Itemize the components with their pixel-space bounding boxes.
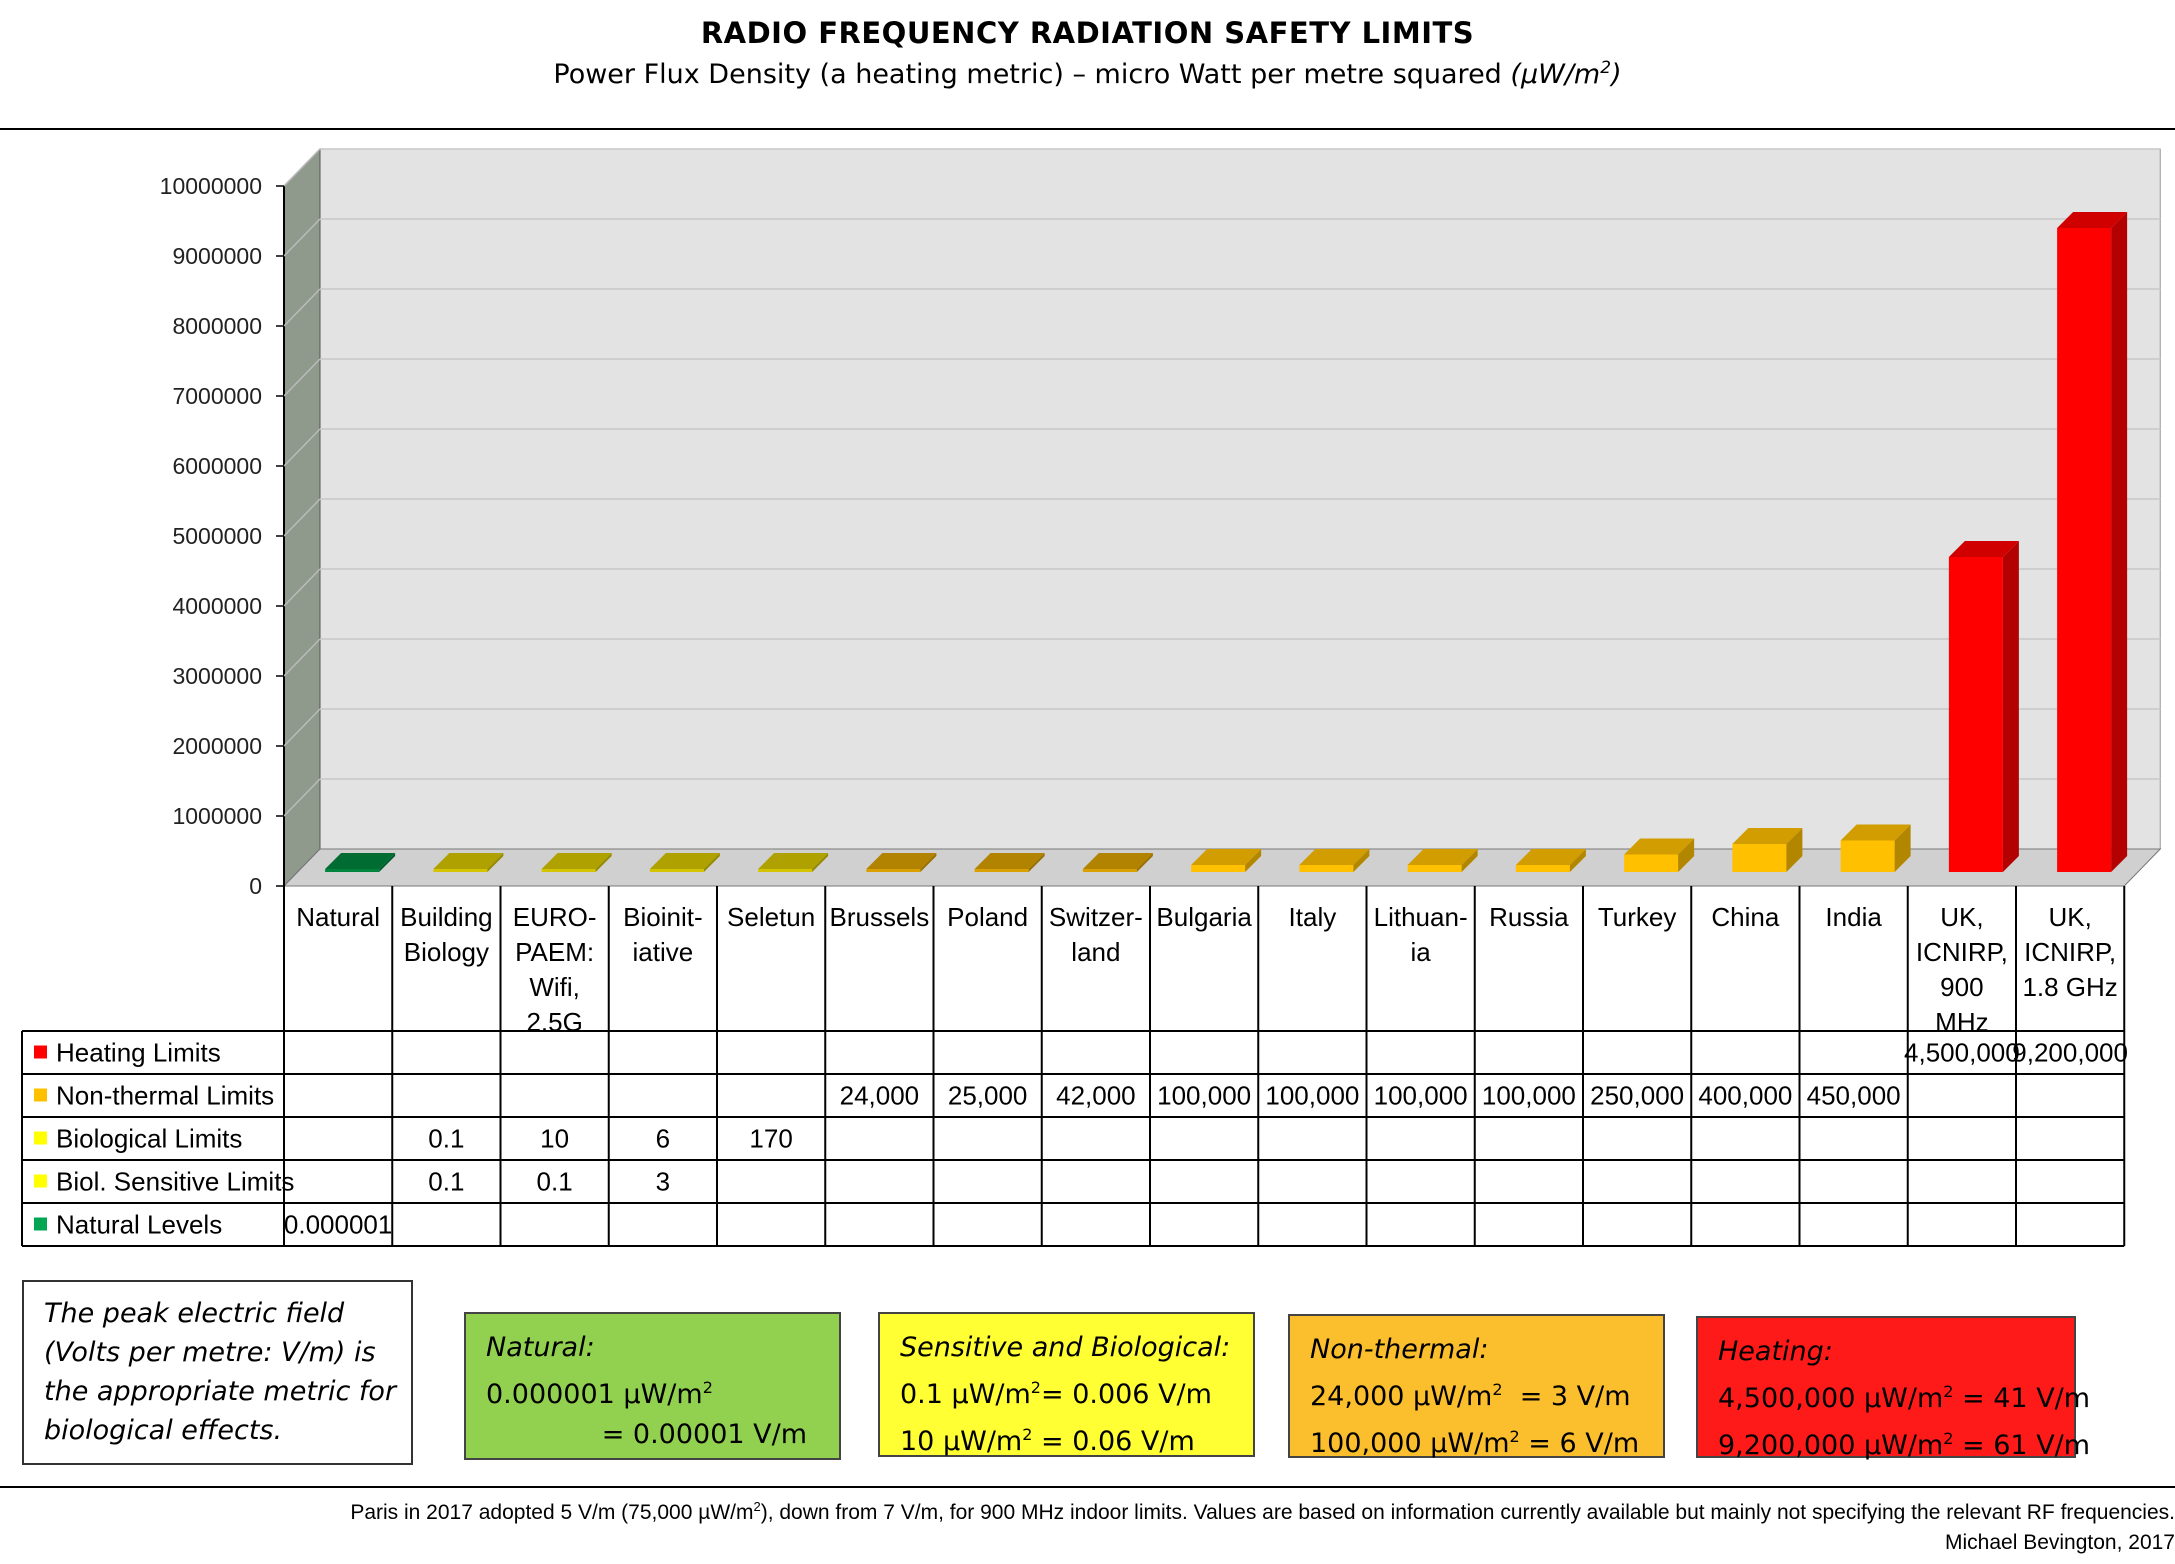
x-category-label: ICNIRP,	[2024, 937, 2117, 967]
y-tick-label: 8000000	[172, 313, 262, 339]
sensitive-box-title: Sensitive and Biological:	[900, 1332, 1231, 1363]
x-category-label: Poland	[947, 902, 1029, 932]
legend-entry: Non-thermal Limits	[56, 1080, 275, 1111]
bar-front	[325, 869, 379, 872]
bar-front	[1083, 869, 1137, 872]
legend-swatch	[34, 1089, 47, 1102]
chart-title: RADIO FREQUENCY RADIATION SAFETY LIMITS	[700, 16, 1475, 50]
natural-info-box	[464, 1312, 841, 1460]
legend-swatch	[34, 1175, 47, 1188]
natural-box-line1: 0.000001 $\mu W/m^2$	[486, 1378, 713, 1410]
legend-swatch	[34, 1046, 47, 1059]
legend-entry: Biological Limits	[56, 1123, 243, 1154]
note-line: the appropriate metric for	[44, 1376, 397, 1407]
data-label: 42,000	[1056, 1080, 1136, 1111]
x-category-label: Italy	[1288, 902, 1337, 932]
x-category-label: Lithuan-	[1373, 902, 1468, 932]
bar-front	[2057, 228, 2111, 872]
x-category-label: 900	[1940, 972, 1984, 1002]
data-label: 0.000001	[283, 1209, 393, 1240]
bar-front	[1841, 841, 1895, 873]
natural-box-title: Natural:	[486, 1332, 595, 1363]
x-category-label: Biology	[403, 937, 490, 967]
x-category-label: Switzer-	[1048, 902, 1143, 932]
y-tick-label: 2000000	[172, 733, 262, 759]
x-category-label: Bioinit-	[623, 902, 703, 932]
x-category-label: Natural	[296, 902, 381, 932]
nonthermal-info-box	[1288, 1314, 1665, 1458]
data-label: 3	[655, 1166, 671, 1197]
bar-front	[758, 869, 812, 872]
legend-swatch	[34, 1218, 47, 1231]
bar-front	[1191, 865, 1245, 872]
heating-box-title: Heating:	[1718, 1336, 1833, 1367]
sensitive-box-line2: 10 $\mu W/m^2 = 0.06$ V/m	[900, 1425, 1195, 1457]
x-category-label: Brussels	[829, 902, 930, 932]
subtitle-main: Power Flux Density (a heating metric) – micro Watt per metre squared	[553, 59, 1502, 90]
data-label: 100,000	[1373, 1080, 1468, 1111]
x-category-label: land	[1071, 937, 1121, 967]
bar-front	[1408, 865, 1462, 872]
bar-front	[433, 869, 487, 872]
x-category-label: iative	[632, 937, 694, 967]
legend-swatch	[34, 1132, 47, 1145]
x-category-label: ia	[1410, 937, 1431, 967]
data-label: 4,500,000	[1904, 1037, 2020, 1068]
nonthermal-box-line1: 24,000 $\mu W/m^2 = 3$ V/m	[1310, 1380, 1631, 1412]
x-category-label: Russia	[1489, 902, 1569, 932]
data-label: 0.1	[536, 1166, 573, 1197]
note-line: The peak electric field	[44, 1298, 345, 1329]
y-tick-label: 6000000	[172, 453, 262, 479]
heating-info-box	[1696, 1316, 2091, 1461]
bar-front	[866, 869, 920, 872]
bar-side	[2003, 541, 2019, 872]
y-tick-label: 9000000	[172, 243, 262, 269]
footer-author: Michael Bevington, 2017	[1945, 1531, 2175, 1554]
data-label: 450,000	[1806, 1080, 1901, 1111]
x-category-label: China	[1711, 902, 1780, 932]
x-category-label: PAEM:	[515, 937, 595, 967]
data-label: 100,000	[1481, 1080, 1576, 1111]
nonthermal-box-title: Non-thermal:	[1310, 1334, 1489, 1365]
x-category-label: Wifi,	[529, 972, 580, 1002]
legend-entry: Biol. Sensitive Limits	[56, 1166, 295, 1197]
data-label: 250,000	[1590, 1080, 1685, 1111]
bar-front	[1299, 865, 1353, 872]
data-label: 100,000	[1265, 1080, 1360, 1111]
y-tick-label: 0	[249, 873, 262, 899]
footer-line1: Paris in 2017 adopted 5 V/m (75,000 $\mu W/m^2$), down from 7 V/m, for 900 MHz indoor limits. Values are based on information currently available but mainly not specifying the relevant RF frequencies.	[350, 1499, 2175, 1524]
data-label: 0.1	[428, 1123, 465, 1154]
natural-box-line2: = 0.00001 V/m	[601, 1419, 807, 1450]
note-line: (Volts per metre: V/m) is	[44, 1337, 376, 1368]
bar-front	[1949, 557, 2003, 872]
note-box	[22, 1280, 413, 1465]
x-category-label: UK,	[2048, 902, 2092, 932]
data-label: 10	[540, 1123, 570, 1154]
bar-front	[542, 869, 596, 872]
data-label: 100,000	[1157, 1080, 1252, 1111]
legend-entry: Heating Limits	[56, 1037, 221, 1068]
x-category-label: UK,	[1940, 902, 1984, 932]
bar-front	[650, 869, 704, 872]
data-label: 25,000	[947, 1080, 1028, 1111]
x-category-label: Seletun	[727, 902, 816, 932]
y-tick-label: 4000000	[172, 593, 262, 619]
x-category-label: Bulgaria	[1156, 902, 1252, 932]
y-tick-label: 10000000	[159, 173, 262, 199]
y-tick-label: 3000000	[172, 663, 262, 689]
y-tick-label: 7000000	[172, 383, 262, 409]
footer	[350, 1492, 2175, 1558]
bar-front	[1624, 855, 1678, 873]
heating-box-line2: 9,200,000 $\mu W/m^2 = 61$ V/m	[1718, 1429, 2091, 1461]
data-label: 6	[655, 1123, 671, 1154]
bar-front	[1516, 865, 1570, 872]
y-tick-label: 5000000	[172, 523, 262, 549]
x-category-label: 1.8 GHz	[2022, 972, 2118, 1002]
x-category-label: Turkey	[1597, 902, 1677, 932]
x-category-label: EURO-	[512, 902, 597, 932]
sensitive-box-line1: 0.1 $\mu W/m^2= 0.006$ V/m	[900, 1378, 1212, 1410]
data-label: 170	[749, 1123, 793, 1154]
data-label: 400,000	[1698, 1080, 1793, 1111]
subtitle-unit: $(\mu W/m^2)$	[1510, 58, 1622, 90]
x-category-label: MHz	[1935, 1007, 1989, 1037]
y-tick-label: 1000000	[172, 803, 262, 829]
sensitive-info-box	[878, 1312, 1255, 1457]
data-label: 9,200,000	[2012, 1037, 2128, 1068]
heating-box-line1: 4,500,000 $\mu W/m^2 = 41$ V/m	[1718, 1382, 2091, 1414]
x-category-label: Building	[400, 902, 493, 932]
bar-side	[2111, 212, 2127, 872]
data-label: 24,000	[839, 1080, 920, 1111]
legend-entry: Natural Levels	[56, 1209, 223, 1240]
x-category-label: ICNIRP,	[1915, 937, 2008, 967]
bottom-rule	[0, 1486, 2175, 1488]
nonthermal-box-line2: 100,000 $\mu W/m^2 = 6$ V/m	[1310, 1427, 1640, 1459]
note-line: biological effects.	[44, 1415, 283, 1446]
data-label: 0.1	[428, 1166, 465, 1197]
x-category-label: India	[1825, 902, 1882, 932]
x-category-label: 2.5G	[526, 1007, 583, 1037]
bar-front	[975, 869, 1029, 872]
bar-front	[1732, 844, 1786, 872]
